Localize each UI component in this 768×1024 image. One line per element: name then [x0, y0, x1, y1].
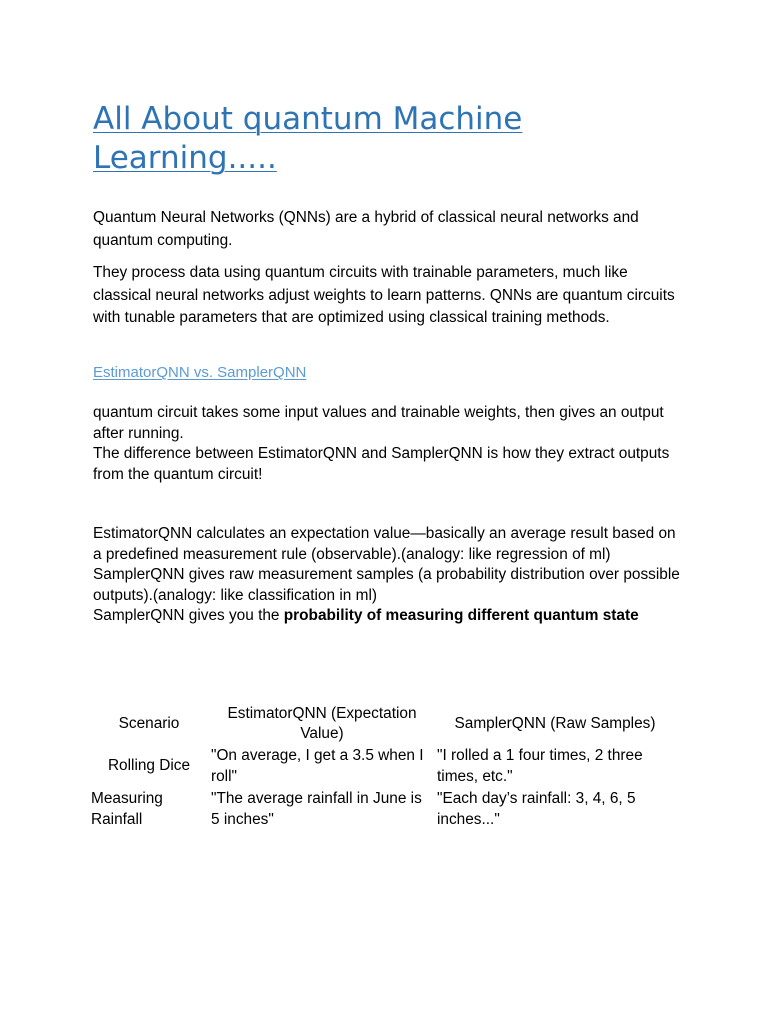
table-cell-scenario: Rolling Dice: [107, 757, 191, 775]
sampler-summary-prefix: SamplerQNN gives you the: [93, 607, 284, 624]
circuit-explanation-line-2: The difference between EstimatorQNN and SamplerQNN is how they extract outputs from the quantum circuit!: [93, 445, 670, 483]
sampler-description: SamplerQNN gives raw measurement samples (a probability distribution over possible outputs).(analogy: like classification in ml): [93, 566, 680, 604]
table-cell-sampler: "I rolled a 1 four times, 2 three times, etc.": [437, 747, 643, 785]
table-cell-sampler: "Each day’s rainfall: 3, 4, 6, 5 inches...": [437, 790, 636, 828]
table-row: [89, 788, 675, 831]
circuit-explanation-block: [93, 403, 683, 485]
comparison-table: [89, 703, 675, 831]
intro-paragraph-2: They process data using quantum circuits with trainable parameters, much like classical neural networks adjust weights to learn patterns. QNNs are quantum circuits with tunable parameters that are optimized using classical training methods.: [93, 264, 675, 326]
estimator-description: EstimatorQNN calculates an expectation value—basically an average result based on a predefined measurement rule (observable).(analogy: like regression of ml): [93, 525, 676, 563]
table-header-sampler: SamplerQNN (Raw Samples): [454, 714, 656, 732]
table-row: [89, 745, 675, 788]
sampler-summary: [93, 606, 683, 627]
circuit-explanation-line-1: quantum circuit takes some input values and trainable weights, then gives an output after running.: [93, 404, 664, 442]
sampler-summary-bold: probability of measuring different quantum state: [283, 607, 639, 624]
table-cell-scenario: Measuring Rainfall: [91, 790, 163, 828]
table-header-row: [89, 703, 675, 745]
table-cell-estimator: "On average, I get a 3.5 when I roll": [211, 747, 424, 785]
table-header-estimator: EstimatorQNN (Expectation Value): [227, 704, 417, 742]
table-header-scenario: Scenario: [118, 714, 180, 732]
table-cell-estimator: "The average rainfall in June is 5 inches": [211, 790, 422, 828]
intro-paragraph-1: Quantum Neural Networks (QNNs) are a hybrid of classical neural networks and quantum computing.: [93, 209, 639, 249]
qnn-comparison-block: [93, 524, 683, 627]
subheading-link[interactable]: EstimatorQNN vs. SamplerQNN: [93, 364, 307, 381]
page-title[interactable]: All About quantum Machine Learning.....: [93, 101, 523, 176]
